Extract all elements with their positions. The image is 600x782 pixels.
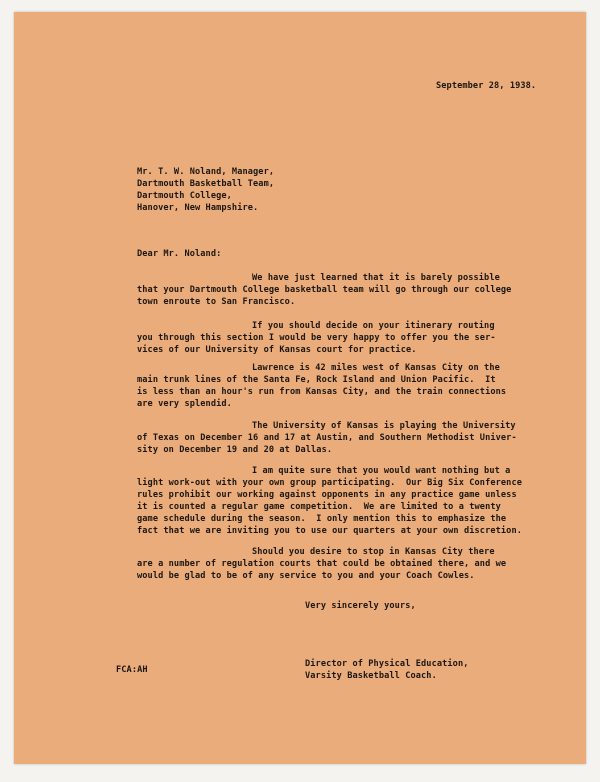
letter-date: September 28, 1938. [436,81,537,91]
paragraph-line: sity on December 19 and 20 at Dallas. [137,445,333,455]
paragraph-line: I am quite sure that you would want nothing but a [252,466,511,476]
typist-initials: FCA:AH [116,665,148,675]
closing: Very sincerely yours, [305,601,416,611]
paragraph-line: it is counted a regular game competition. We are limited to a twenty [137,502,501,512]
recipient-line: Hanover, New Hampshire. [137,203,259,213]
recipient-line: Dartmouth College, [137,191,232,201]
paragraph-line: are a number of regulation courts that could be obtained there, and we [137,559,507,569]
paragraph-line: main trunk lines of the Santa Fe, Rock Island and Union Pacific. It [137,375,496,385]
recipient-line: Dartmouth Basketball Team, [137,179,275,189]
paragraph-line: The University of Kansas is playing the University [252,421,516,431]
signature-title: Director of Physical Education, [305,659,469,669]
paragraph-line: that your Dartmouth College basketball team will go through our college [137,285,512,295]
paragraph-line: If you should decide on your itinerary routing [252,321,495,331]
paragraph-line: We have just learned that it is barely possible [252,273,500,283]
paragraph-line: town enroute to San Francisco. [137,297,296,307]
paragraph-line: is less than an hour's run from Kansas City, and the train connections [137,387,507,397]
paragraph-line: vices of our University of Kansas court for practice. [137,345,417,355]
paragraph-line: light work-out with your own group participating. Our Big Six Conference [137,478,522,488]
paragraph-line: of Texas on December 16 and 17 at Austin, and Southern Methodist Univer- [137,433,517,443]
paragraph-line: would be glad to be of any service to you and your Coach Cowles. [137,571,475,581]
signature-title: Varsity Basketball Coach. [305,671,437,681]
paragraph-line: Should you desire to stop in Kansas City there [252,547,495,557]
recipient-line: Mr. T. W. Noland, Manager, [137,167,275,177]
paragraph-line: rules prohibit our working against opponents in any practice game unless [137,490,517,500]
paragraph-line: Lawrence is 42 miles west of Kansas City on the [252,363,500,373]
paragraph-line: game schedule during the season. I only mention this to emphasize the [137,514,507,524]
salutation: Dear Mr. Noland: [137,249,222,259]
paragraph-line: are very splendid. [137,399,232,409]
paragraph-line: you through this section I would be very happy to offer you the ser- [137,333,496,343]
paragraph-line: fact that we are inviting you to use our quarters at your own discretion. [137,526,522,536]
